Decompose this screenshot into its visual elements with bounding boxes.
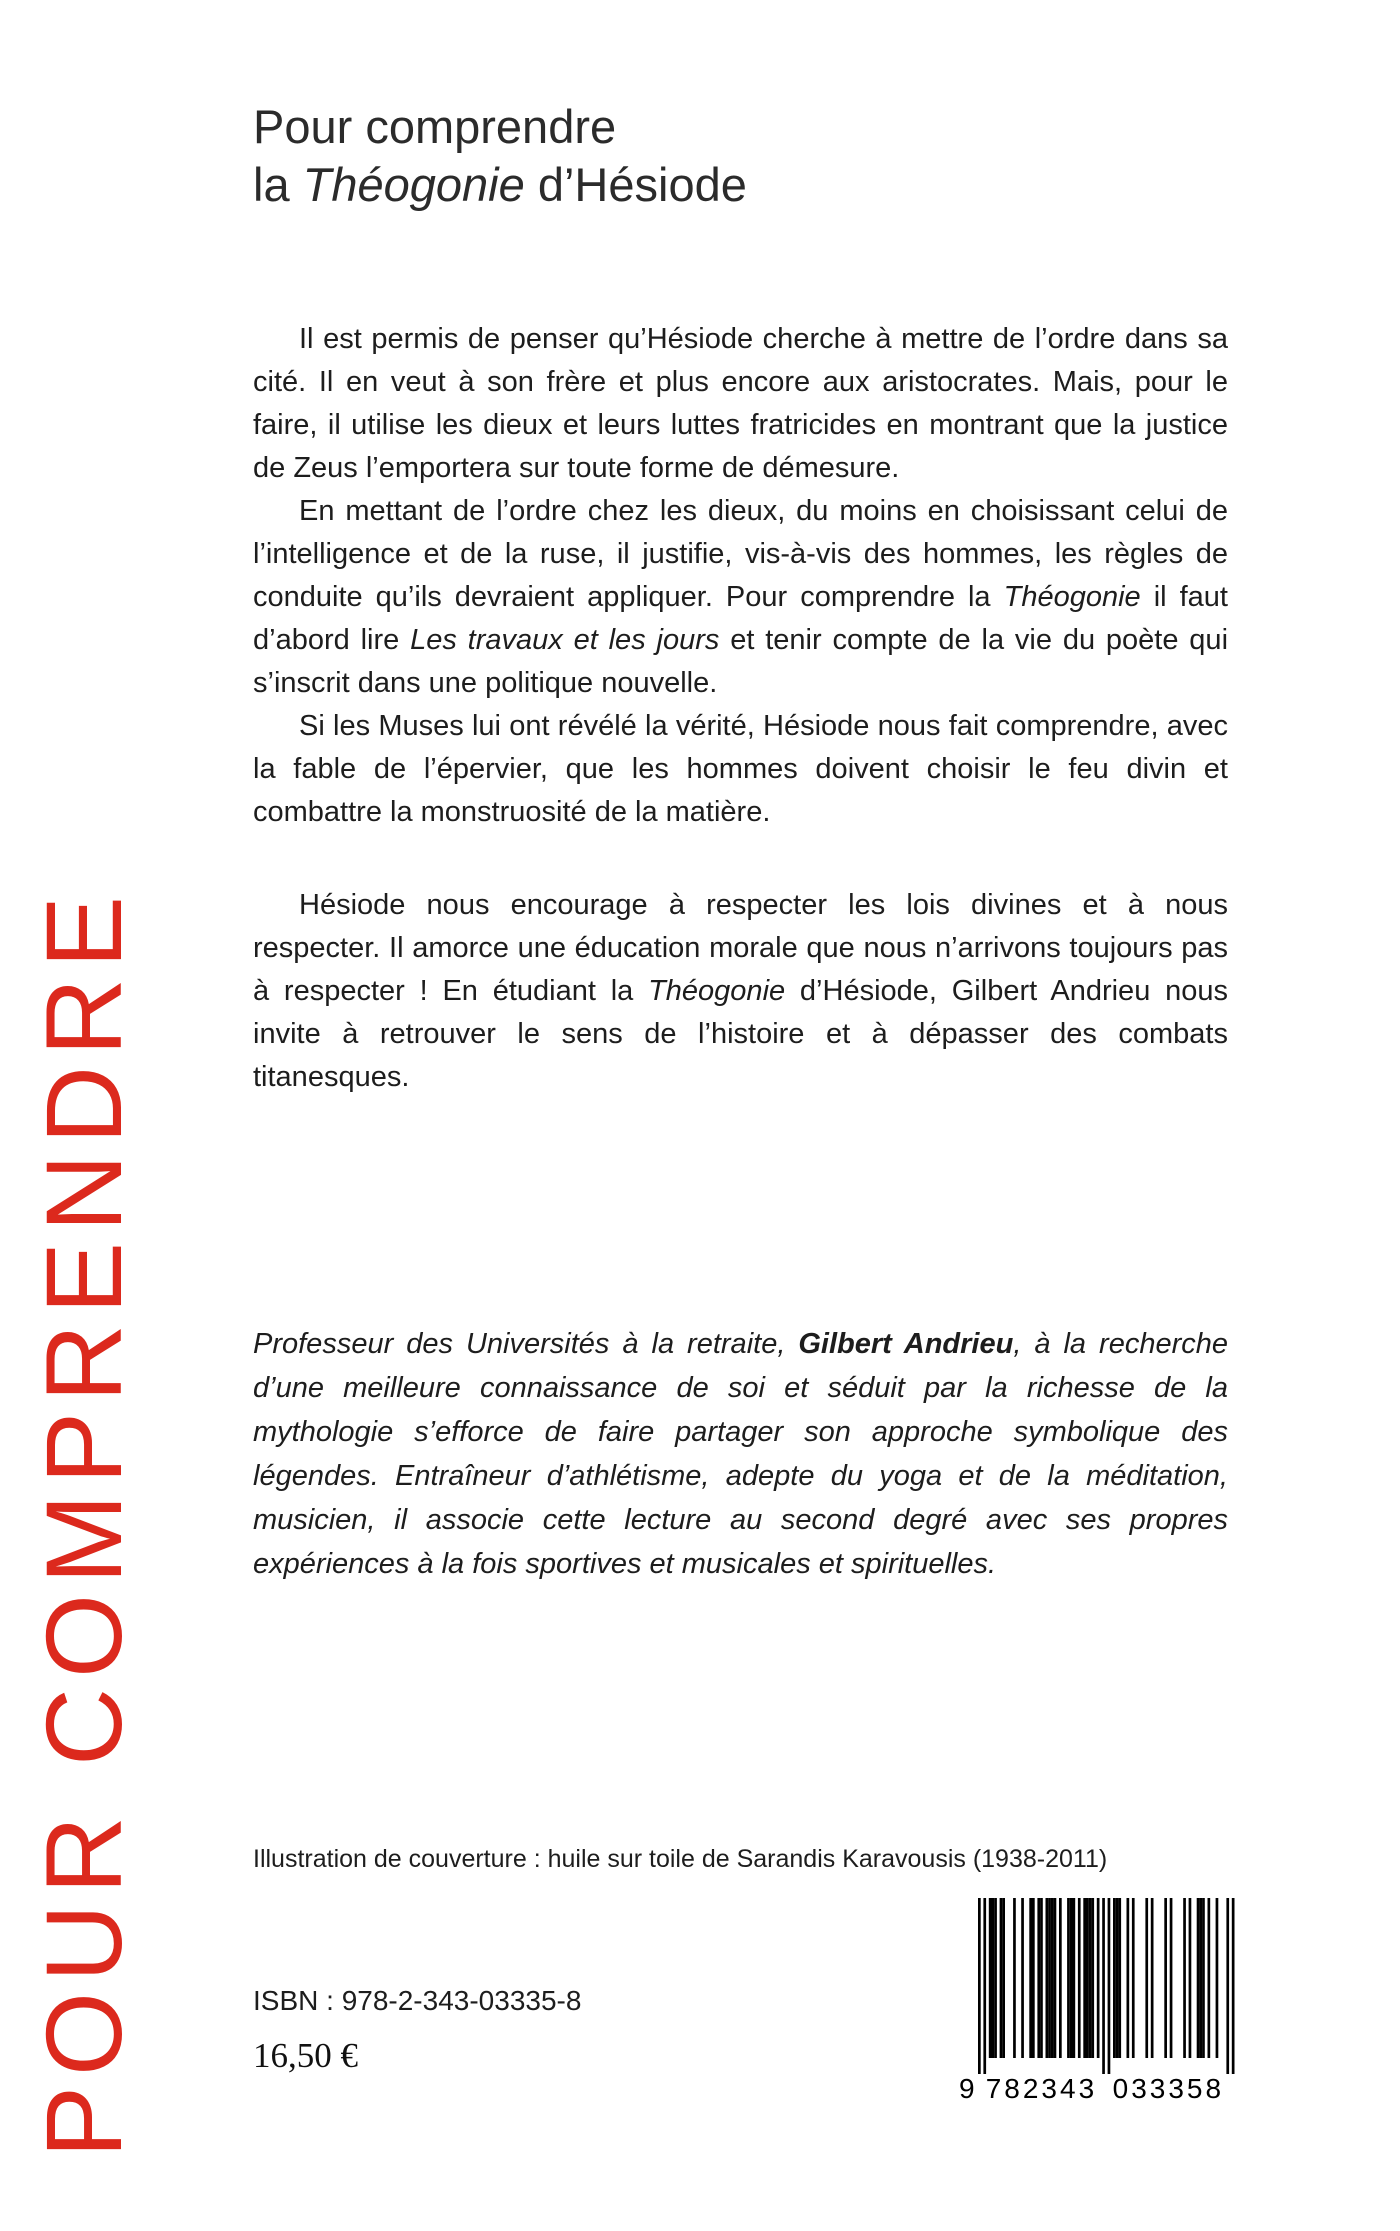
ean13-barcode bbox=[958, 1898, 1235, 2103]
svg-text:782343: 782343 bbox=[985, 2073, 1098, 2103]
back-cover-blurb bbox=[253, 318, 1228, 1099]
isbn-text: ISBN : 978-2-343-03335-8 bbox=[253, 1985, 582, 2016]
cover-illustration-credit: Illustration de couverture : huile sur toile de Sarandis Karavousis (1938-2011) bbox=[253, 1845, 1108, 1873]
blurb-paragraph-3: Si les Muses lui ont révélé la vérité, Hésiode nous fait comprendre, avec la fable de l’épervier, que les hommes doivent choisir le feu divin et combattre la monstruosité de la matière. bbox=[253, 710, 1228, 828]
book-title bbox=[253, 98, 747, 214]
title-line-2: la Théogonie d’Hésiode bbox=[253, 158, 747, 211]
title-line-1: Pour comprendre bbox=[253, 100, 617, 153]
svg-text:9: 9 bbox=[959, 2073, 978, 2103]
author-bio: Professeur des Universités à la retraite, Gilbert Andrieu, à la recherche d’une meilleure connaissance de soi et séduit par la richesse de la mythologie s’efforce de faire partager son approche symbolique des légendes. Entraîneur d’athlétisme, adepte du yoga et de la méditation, musicien, il associe cette lecture au second degré avec ses propres expériences à la fois sportives et musicales et spirituelles. bbox=[253, 1328, 1228, 1580]
blurb-paragraph-4: Hésiode nous encourage à respecter les lois divines et à nous respecter. Il amorce une éducation morale que nous n’arrivons toujours pas à respecter ! En étudiant la Théogonie d’Hésiode, Gilbert Andrieu nous invite à retrouver le sens de l’histoire et à dépasser des combats titanesques. bbox=[253, 889, 1228, 1093]
svg-text:033358: 033358 bbox=[1112, 2073, 1225, 2103]
spine-vertical-title: POUR COMPRENDRE bbox=[23, 885, 144, 2158]
barcode-bars bbox=[958, 1898, 1235, 2103]
blurb-paragraph-2: En mettant de l’ordre chez les dieux, du moins en choisissant celui de l’intelligence et de la ruse, il justifie, vis-à-vis des hommes, les règles de conduite qu’ils devraient appliquer. Pour comprendre la Théogonie il faut d’abord lire Les travaux et les jours et tenir compte de la vie du poète qui s’inscrit dans une politique nouvelle. bbox=[253, 495, 1229, 699]
blurb-paragraph-1: Il est permis de penser qu’Hésiode cherche à mettre de l’ordre dans sa cité. Il en veut à son frère et plus encore aux aristocrates. Mais, pour le faire, il utilise les dieux et leurs luttes fratricides en montrant que la justice de Zeus l’emportera sur toute forme de démesure. bbox=[253, 323, 1228, 484]
price-text: 16,50 € bbox=[253, 2036, 358, 2075]
